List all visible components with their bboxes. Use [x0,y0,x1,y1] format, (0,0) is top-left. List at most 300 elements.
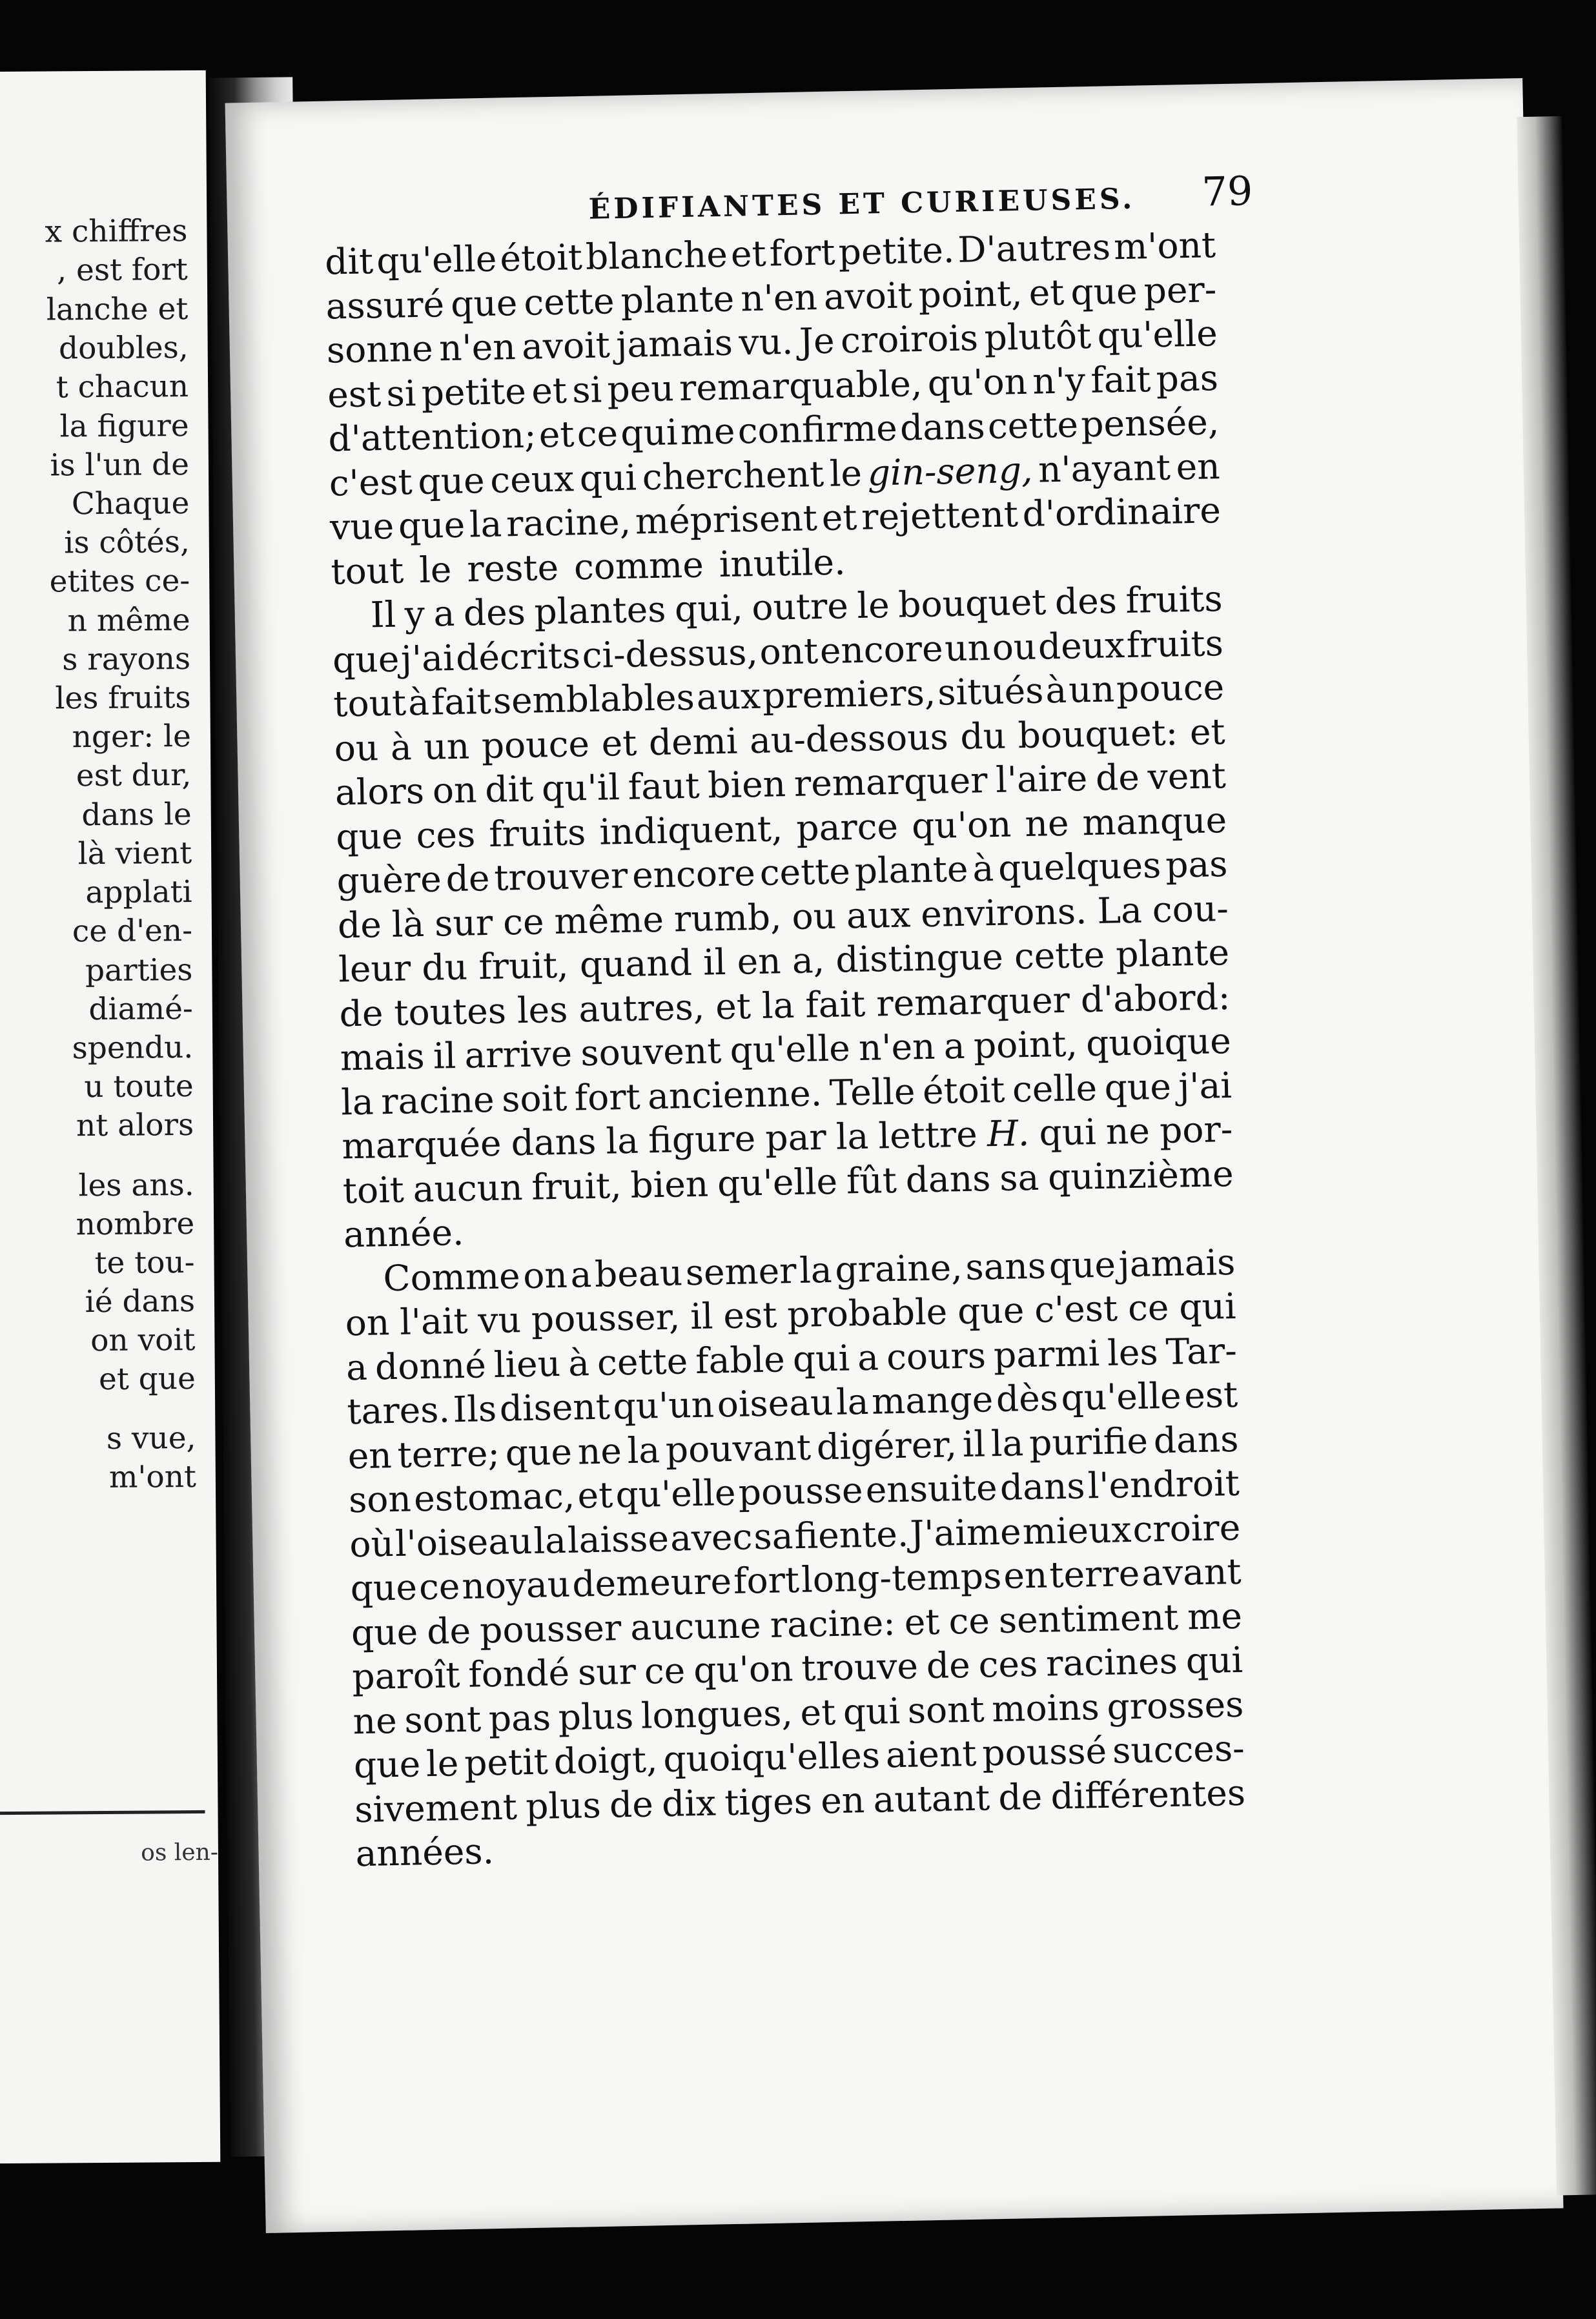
word: disent [499,1385,611,1429]
word: en [820,1779,865,1821]
word: bouquet [897,581,1047,626]
word: aux [696,675,761,718]
word: quand [579,941,693,986]
word: J'aime [909,1510,1022,1555]
facing-page-line: là vient [77,835,192,872]
word: a [433,592,455,635]
word: et [1028,271,1065,314]
footnote-rule [0,1810,205,1815]
facing-page-line: dans le [81,796,192,833]
word: fable [695,1338,786,1382]
word: dans [1153,1418,1240,1461]
word: D'autres [957,226,1111,271]
page-edge [1517,116,1596,2196]
word: point, [973,1023,1078,1067]
word: Telle [829,1070,916,1114]
word: étoit [499,236,583,280]
word: outre [751,585,849,629]
word: avoit [823,274,913,318]
word: rumb, [673,895,783,939]
word: souvent [580,1030,722,1074]
word: méprisent [635,497,818,542]
word: guère [336,858,442,902]
word: plante [1115,931,1230,976]
word: rejettent [861,493,1019,538]
word: un [1068,668,1115,711]
word: La [1096,889,1143,932]
word: sivement [354,1785,518,1830]
word: digérer, [816,1423,957,1467]
word: que [335,815,404,858]
word: petite [421,370,527,414]
word: a [345,1346,368,1388]
word: de [337,903,382,946]
word: les [517,988,568,1031]
word: soit [501,1077,568,1120]
word: du [959,715,1007,757]
word: me [1187,1595,1243,1637]
word: différentes [1050,1772,1246,1817]
word: et [1189,710,1226,753]
word: ce [502,900,545,943]
word: un [423,725,470,768]
word: sans [965,1245,1047,1288]
word: si [385,372,416,414]
word: à [1045,669,1067,711]
word: beau [594,1251,683,1295]
word: on [345,1302,390,1344]
word: encore [819,627,944,671]
word: tout [332,682,407,725]
word: j'ai [1178,1064,1233,1107]
word: inutile. [719,540,846,585]
word: celle [1012,1067,1098,1110]
word: ces [978,1642,1038,1686]
word: sa [753,1515,793,1557]
facing-page-line: is côtés, [64,524,190,561]
word: qu'un [612,1384,715,1427]
word: deux [1038,624,1125,668]
word: de [609,1783,654,1826]
word: qu'elle [1097,312,1218,356]
word: en [1175,445,1221,487]
word: aucun [413,1166,524,1210]
word: dit [484,768,534,811]
word: environs. [920,890,1088,935]
word: la [835,1380,870,1423]
word: mais [340,1035,425,1079]
word: moins [991,1686,1100,1730]
facing-page-line: les fruits [55,680,191,717]
word: des [1054,580,1118,623]
word: avec [670,1515,753,1559]
word: Ils [452,1387,497,1431]
word: a [857,1336,879,1378]
word: plutôt [983,314,1092,359]
word: arrive [464,1032,573,1076]
word: sentiment [998,1596,1179,1641]
word: comme [573,544,704,587]
word: leur [338,947,411,990]
word: son [348,1478,412,1521]
facing-page-line: nger: le [72,719,192,755]
facing-page-line: , est fort [56,252,189,289]
word: il [702,941,726,983]
word: il [433,1035,456,1077]
word: et [904,1600,941,1643]
word: succes- [1112,1727,1245,1772]
word: ce [644,1650,686,1692]
word: vu. [738,320,794,363]
word: est [327,373,382,416]
word: ensuite [865,1467,998,1511]
word: qu'on [693,1648,794,1691]
word: manque [1081,799,1227,843]
word: racine: [770,1601,896,1646]
word: vent [1147,755,1227,798]
word: d'abord: [1080,976,1231,1020]
word: petite. [838,229,955,273]
word: assuré [325,283,445,327]
word: dit [324,240,374,283]
word: avoit [521,324,611,367]
word: croirois [840,317,979,362]
word: fût [846,1159,897,1201]
word: cou- [1152,887,1229,930]
word: noyau [461,1563,571,1607]
word: la [605,1119,639,1162]
word: même [553,898,664,942]
word: pas [1165,843,1229,886]
word: dès [996,1377,1059,1420]
word: si [571,368,602,411]
word: de [426,1609,471,1652]
word: ce [418,1566,460,1608]
word: fait [1090,358,1151,401]
word: dans [905,1157,991,1201]
word: ont [759,629,819,673]
running-head: ÉDIFIANTES ET CURIEUSES. [588,182,1136,226]
word: ou [334,726,379,770]
word: oiseau [717,1381,834,1425]
facing-page-line: is l'un de [50,447,190,484]
word: d'attention; [327,414,537,460]
word: donné [374,1343,487,1387]
word: qu'on [911,802,1012,846]
facing-page-line: u toute [84,1068,194,1105]
facing-page-line: s vue, [106,1420,196,1456]
word: la [533,1519,567,1562]
facing-page-footnote: os len- [141,1839,219,1866]
word: por- [1159,1108,1233,1152]
word: qu'elle [615,1471,737,1516]
word: H. [987,1112,1030,1155]
word: que [505,1431,573,1474]
facing-page-line: doubles, [58,330,189,367]
word: fruits [1126,622,1224,666]
word: l'ait [399,1300,469,1343]
word: racine, [506,500,631,545]
word: qu'on [927,360,1028,404]
word: marquée [341,1122,502,1167]
word: fruits [1125,578,1223,621]
word: qui [1178,1285,1237,1328]
word: étoit [922,1068,1006,1112]
word: ce [1127,1286,1169,1329]
word: probable [786,1291,948,1336]
facing-page-line: etites ce- [49,563,190,600]
word: du [421,946,468,988]
facing-page-line: les ans. [78,1167,194,1204]
word: autres, [578,986,705,1030]
word: long-temps [801,1555,1002,1600]
word: la [340,1080,374,1123]
word: fondé [467,1651,570,1695]
word: le [856,584,890,626]
word: pensée, [1080,401,1220,445]
word: que [332,638,400,681]
word: la [799,1249,833,1291]
word: indiquent, [598,807,783,853]
word: fort [769,231,836,274]
word: ne [577,1429,622,1472]
word: jamais [615,322,733,366]
word: racine [380,1078,495,1122]
word: c'est [1034,1287,1118,1331]
word: que [1049,1243,1116,1286]
word: qui [620,411,679,454]
word: pousser [479,1606,622,1651]
word: qui [1185,1639,1243,1682]
word: lettre [877,1113,978,1157]
word: et [799,1691,836,1733]
word: autant [872,1776,990,1821]
word: années. [354,1830,495,1875]
word: parce [795,805,899,849]
word: demi [648,720,738,763]
facing-page-line: est dur, [76,757,192,794]
word: Comme [382,1254,521,1299]
word: plante [620,278,735,322]
word: que [450,281,518,325]
word: cette [523,280,615,323]
word: faut [628,764,701,808]
word: d'ordinaire [1022,489,1222,535]
word: qu'elle [1060,1374,1182,1419]
word: n'en [438,326,517,369]
word: c'est [329,460,413,504]
facing-page-line: spendu. [72,1029,194,1067]
word: semer [685,1249,797,1293]
facing-page-line: te tou- [94,1244,195,1282]
word: semblables [493,676,695,722]
word: de [926,1644,971,1687]
word: tiges [724,1780,813,1823]
word: à [407,681,430,724]
word: longues, [640,1691,793,1737]
word: grosses [1106,1683,1244,1728]
word: demeure [571,1560,732,1605]
word: avant [1141,1550,1242,1594]
word: que [353,1743,421,1786]
word: bien [707,763,786,806]
word: et [577,1474,613,1517]
word: que [351,1610,418,1653]
word: paroît [351,1654,461,1698]
word: fait [431,680,492,723]
word: fort [574,1076,641,1118]
word: le [425,1742,459,1785]
word: mieux [1022,1508,1132,1552]
word: et [821,496,857,538]
word: cours [886,1334,987,1378]
word: de [1095,756,1140,799]
word: toutes [393,990,507,1034]
word: terre [1049,1552,1140,1596]
word: la [990,1422,1024,1464]
word: distingue [835,935,1004,981]
word: ce [948,1599,990,1642]
facing-page-line: x chiffres [45,213,188,250]
facing-page-line: ié dans [85,1283,196,1320]
word: bouquet: [1018,711,1178,756]
word: fiente. [793,1513,909,1557]
word: par [764,1116,827,1159]
word: à [972,847,994,890]
word: doigt, [553,1739,659,1783]
word: la [627,1429,660,1471]
word: il [690,1295,714,1338]
word: sur [434,901,493,945]
word: qui, [674,587,744,630]
word: laisse [567,1517,670,1561]
word: l'aire [995,757,1088,801]
word: n'ayant [1038,446,1171,491]
word: estomac, [413,1475,575,1520]
word: remarquer [793,759,988,804]
word: remarquer [875,979,1070,1024]
word: sont [907,1688,985,1732]
facing-page-line: la figure [59,408,189,445]
word: aux [846,893,911,936]
word: premiers, [762,671,936,717]
word: de [339,992,384,1034]
word: n'en [858,1025,936,1069]
word: ne [353,1699,398,1742]
word: en [736,940,782,983]
word: en [1003,1554,1048,1597]
facing-page-line: parties [85,952,193,989]
facing-page-line: n même [67,602,190,639]
word: que [417,459,486,502]
word: poussé [981,1730,1107,1774]
word: mange [871,1378,994,1422]
word: alors [334,770,425,813]
word: ou [992,626,1037,668]
word: figure [648,1118,756,1161]
word: remarquable, [679,362,923,409]
word: qu'elle [376,238,497,282]
word: plante [854,848,969,892]
word: reste [466,546,559,590]
word: de [998,1775,1043,1818]
book-page-right [225,78,1564,2233]
word: que [957,1289,1025,1333]
word: les [1107,1331,1159,1374]
word: on [522,1254,568,1296]
word: pouce [1116,666,1225,710]
word: quoique [1085,1019,1232,1065]
word: et [538,413,575,456]
word: m'ont [1113,224,1216,268]
word: fruits [488,811,586,855]
word: à [568,1342,590,1384]
word: per- [1143,268,1217,311]
word: cette [1014,934,1105,977]
word: et [730,232,767,275]
word: est [722,1294,777,1337]
word: décrits [455,634,581,679]
word: plus [525,1784,602,1827]
word: me [680,410,736,453]
word: parmi [993,1332,1100,1376]
word: vue [329,505,394,548]
word: on [432,769,478,812]
word: sonne [326,327,434,371]
body-text [325,223,1247,1876]
word: fait [804,983,866,1026]
facing-page-line: lanche et [46,291,189,328]
word: à [390,726,413,768]
word: situés [937,669,1045,713]
word: a [569,1253,592,1296]
word: le [418,548,452,591]
word: tares. [346,1389,451,1433]
word: vu [477,1299,522,1342]
word: dix [661,1781,717,1824]
word: Tar- [1165,1329,1238,1373]
word: purifie [1028,1420,1149,1464]
facing-page-line: s rayons [62,641,191,678]
word: n'en [740,276,818,319]
word: petit [464,1741,549,1784]
word: Je [799,320,835,362]
word: pas [1156,356,1219,400]
word: peu [606,367,675,410]
word: qui [792,1336,850,1380]
word: sont [404,1697,482,1741]
word: plantes [533,588,667,633]
word: plus [558,1695,634,1738]
word: un [944,626,991,669]
word: il [962,1422,986,1465]
word: là [391,903,425,945]
word: année. [343,1211,464,1256]
word: en [347,1434,393,1476]
word: dans [899,405,986,449]
word: racines [1045,1640,1178,1684]
word: qui [579,456,637,499]
word: n'y [1032,359,1086,402]
word: qui [843,1690,901,1733]
word: fruit, [478,944,569,988]
word: trouver [493,854,628,899]
word: dans [999,1465,1086,1508]
word: pouvant [665,1426,812,1471]
word: qu'il [541,766,620,810]
word: pousse [738,1469,864,1513]
word: au-dessous [749,715,949,761]
